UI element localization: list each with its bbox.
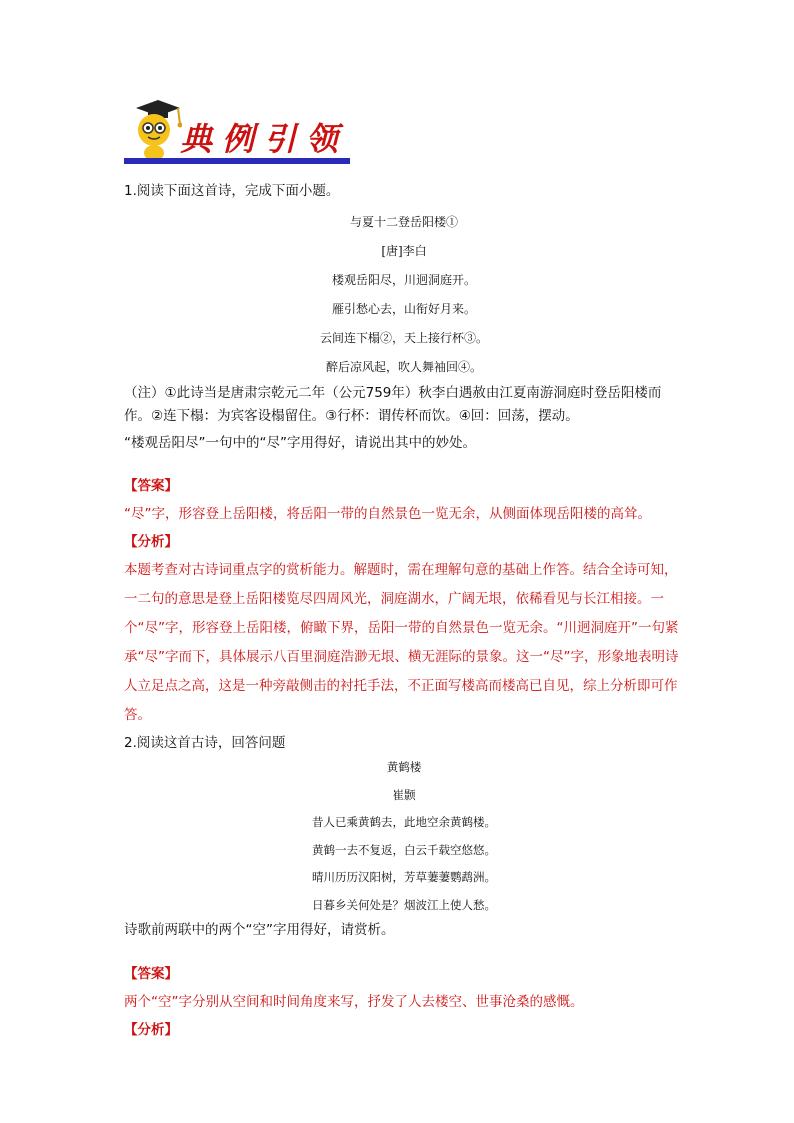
section-banner (124, 98, 350, 168)
q1-notes: （注）①此诗当是唐肃宗乾元二年（公元759年）秋李白遇赦由江夏南游洞庭时登岳阳楼而作。②连下榻：为宾客设榻留住。③行杯：谓传杯而饮。④回：回荡，摆动。 (124, 385, 662, 424)
poem-line: 昔人已乘黄鹤去，此地空余黄鹤楼。 (312, 815, 496, 829)
q1-analysis: 本题考查对古诗词重点字的赏析能力。解题时，需在理解句意的基础上作答。结合全诗可知，一二句的意思是登上岳阳楼览尽四周风光，洞庭湖水，广阔无垠，依稀看见与长江相接。一个“尽”字，形容登上岳阳楼，俯瞰下界，岳阳一带的自然景色一览无余。“川迥洞庭开”一句紧承“尽”字而下，具体展示八百里洞庭浩渺无垠、横无涯际的景象。这一“尽”字，形象地表明诗人立足点之高，这是一种旁敲侧击的衬托手法，不正面写楼高而楼高已自见，综上分析即可作答。 (124, 562, 679, 723)
poem-author: [唐]李白 (381, 244, 427, 258)
poem-line: 楼观岳阳尽，川迥洞庭开。 (331, 273, 476, 287)
document-body (124, 180, 684, 1044)
poem-line: 醉后凉风起，吹人舞袖回④。 (325, 360, 482, 374)
poem-title: 黄鹤楼 (386, 760, 422, 774)
q1-answer-tag: 【答案】 (124, 478, 178, 494)
poem-line: 晴川历历汉阳树，芳草萋萋鹦鹉洲。 (312, 870, 496, 884)
q1-question: “楼观岳阳尽”一句中的“尽”字用得好，请说出其中的妙处。 (124, 435, 476, 451)
poem-line: 雁引愁心去，山衔好月来。 (331, 302, 476, 316)
poem-line: 黄鹤一去不复返，白云千载空悠悠。 (312, 842, 496, 857)
q2-answer-tag: 【答案】 (124, 966, 178, 982)
q2-answer: 两个“空”字分别从空间和时间角度来写，抒发了人去楼空、世事沧桑的感慨。 (124, 994, 584, 1010)
poem-author: 崔颢 (392, 787, 416, 802)
q1-analysis-tag: 【分析】 (124, 534, 178, 550)
banner-title: 典例引领 (180, 120, 349, 158)
poem-line: 云间连下榻②，天上接行杯③。 (319, 331, 488, 345)
poem-title: 与夏十二登岳阳楼① (349, 215, 458, 229)
q1-answer: “尽”字，形容登上岳阳楼，将岳阳一带的自然景色一览无余，从侧面体现岳阳楼的高耸。 (124, 506, 651, 522)
q1-prompt: 1.阅读下面这首诗，完成下面小题。 (124, 183, 340, 199)
q2-analysis-tag: 【分析】 (124, 1022, 178, 1038)
banner-underline (124, 158, 350, 164)
scholar-mascot-icon (124, 98, 182, 164)
poem-line: 日暮乡关何处是？烟波江上使人愁。 (312, 897, 496, 912)
q2-poem (124, 754, 684, 919)
q2-prompt: 2.阅读这首古诗，回答问题 (124, 735, 286, 751)
q1-poem (124, 208, 684, 382)
q2-question: 诗歌前两联中的两个“空”字用得好，请赏析。 (124, 922, 395, 938)
